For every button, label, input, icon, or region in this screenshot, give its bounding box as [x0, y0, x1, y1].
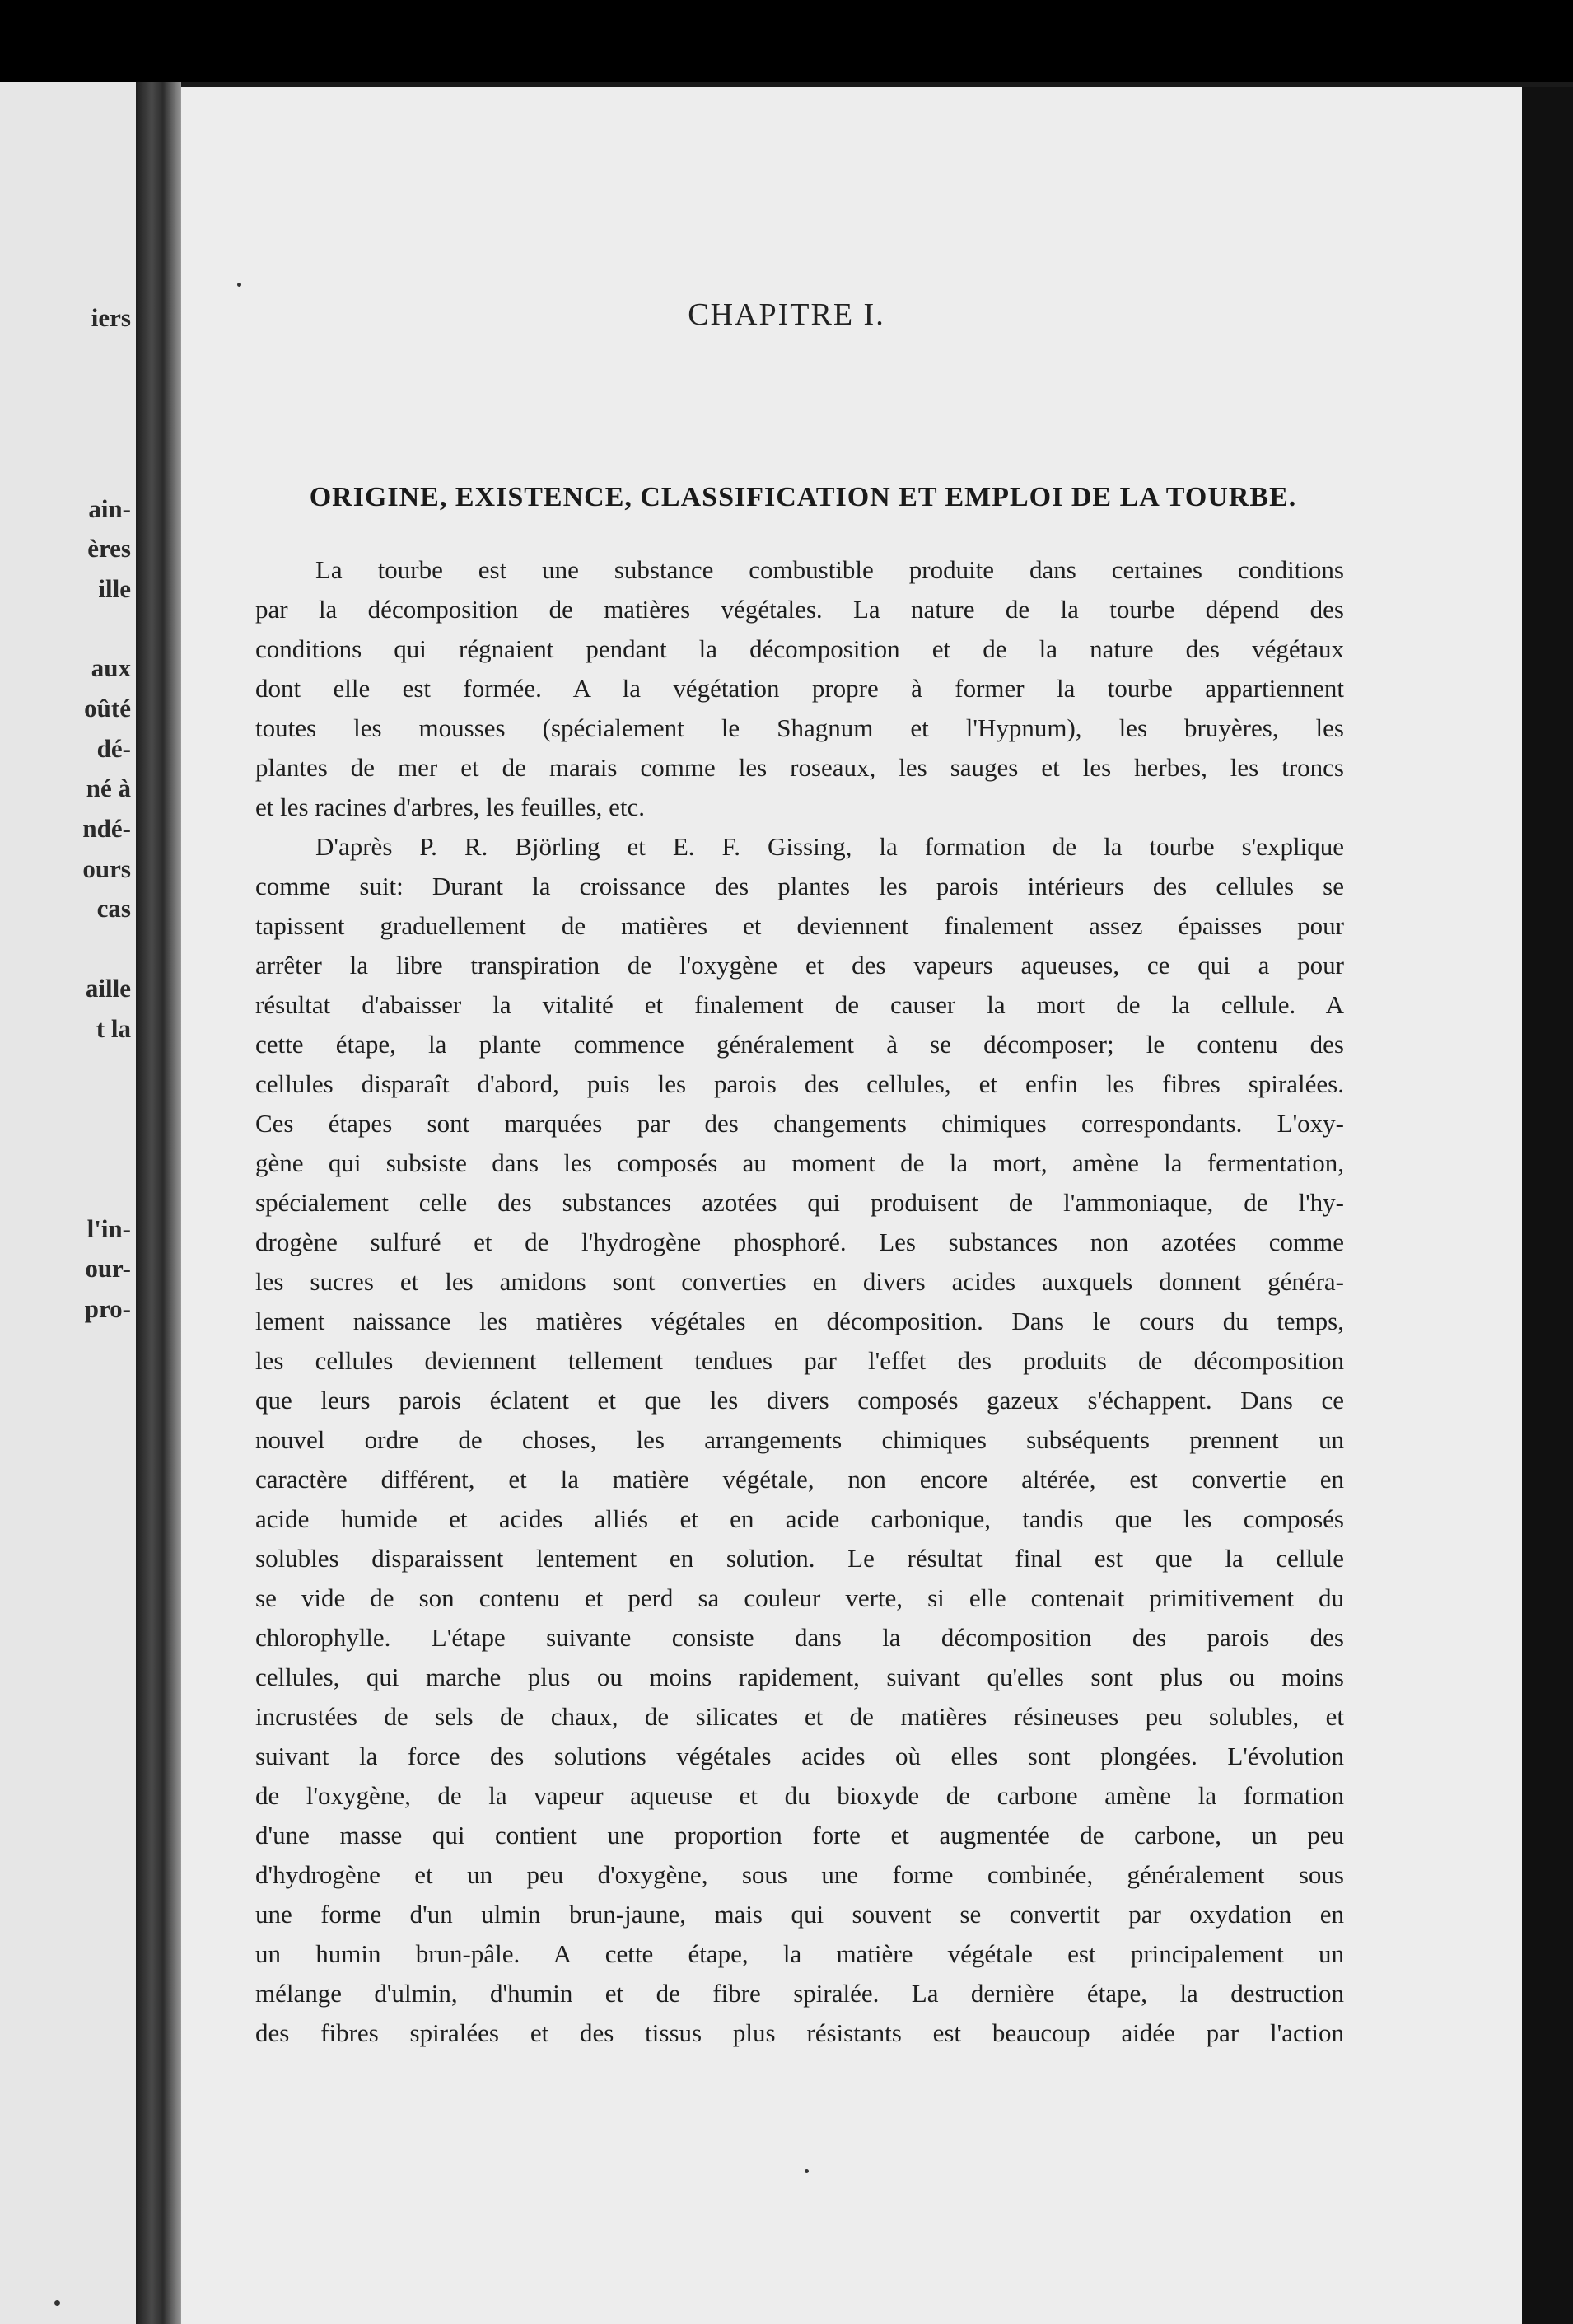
book-binding-shadow — [136, 82, 181, 2324]
left-page-word: ain- — [88, 494, 131, 523]
text-line: tapissent graduellement de matières et deviennent finalement assez épaisses pour — [255, 911, 1344, 940]
chapter-title: CHAPITRE I. — [688, 297, 885, 332]
text-line: solubles disparaissent lentement en solution. Le résultat final est que la cellule — [255, 1544, 1344, 1573]
text-line: nouvel ordre de choses, les arrangements chimiques subséquents prennent un — [255, 1425, 1344, 1454]
left-page-word: oûté — [84, 694, 131, 722]
left-page-word: ours — [82, 854, 131, 883]
text-line: d'hydrogène et un peu d'oxygène, sous une forme combinée, généralement sous — [255, 1860, 1344, 1889]
text-line: que leurs parois éclatent et que les divers composés gazeux s'échappent. Dans ce — [255, 1386, 1344, 1415]
left-page-word: pro- — [84, 1294, 131, 1323]
text-line: caractère différent, et la matière végétale, non encore altérée, est convertie en — [255, 1465, 1344, 1494]
text-line: D'après P. R. Björling et E. F. Gissing, la formation de la tourbe s'explique — [315, 832, 1344, 861]
left-page-word: l'in- — [86, 1214, 131, 1243]
scan-speck — [237, 283, 241, 287]
text-line: dont elle est formée. A la végétation propre à former la tourbe appartiennent — [255, 674, 1344, 703]
text-line: gène qui subsiste dans les composés au moment de la mort, amène la fermentation, — [255, 1148, 1344, 1177]
text-line: une forme d'un ulmin brun-jaune, mais qui souvent se convertit par oxydation en — [255, 1900, 1344, 1929]
text-line: cellules disparaît d'abord, puis les parois des cellules, et enfin les fibres spiralées. — [255, 1069, 1344, 1098]
text-line: plantes de mer et de marais comme les roseaux, les sauges et les herbes, les troncs — [255, 753, 1344, 782]
left-page-word: iers — [91, 303, 131, 332]
text-line: un humin brun-pâle. A cette étape, la matière végétale est principalement un — [255, 1939, 1344, 1968]
text-line: Ces étapes sont marquées par des changements chimiques correspondants. L'oxy- — [255, 1109, 1344, 1138]
left-page-word: ille — [98, 574, 131, 603]
text-line: incrustées de sels de chaux, de silicates et de matières résineuses peu solubles, et — [255, 1702, 1344, 1731]
scan-speck — [805, 2169, 809, 2173]
left-page-word: né à — [86, 774, 131, 802]
text-line: cellules, qui marche plus ou moins rapidement, suivant qu'elles sont plus ou moins — [255, 1662, 1344, 1691]
text-line: La tourbe est une substance combustible produite dans certaines conditions — [315, 555, 1344, 584]
text-line: les sucres et les amidons sont converties en divers acides auxquels donnent généra- — [255, 1267, 1344, 1296]
text-line: se vide de son contenu et perd sa couleur verte, si elle contenait primitivement du — [255, 1583, 1344, 1612]
text-line: des fibres spiralées et des tissus plus résistants est beaucoup aidée par l'action — [255, 2018, 1344, 2047]
text-line: et les racines d'arbres, les feuilles, etc. — [255, 793, 645, 821]
text-line: comme suit: Durant la croissance des plantes les parois intérieurs des cellules se — [255, 872, 1344, 900]
left-page-fragment — [0, 82, 136, 2324]
section-heading: ORIGINE, EXISTENCE, CLASSIFICATION ET EMPLOI DE LA TOURBE. — [309, 482, 1297, 512]
left-page-word: cas — [96, 894, 131, 923]
left-page-word: ndé- — [82, 814, 131, 843]
text-line: drogène sulfuré et de l'hydrogène phosphoré. Les substances non azotées comme — [255, 1227, 1344, 1256]
left-page-word: dé- — [96, 734, 131, 763]
left-page-word: our- — [85, 1254, 131, 1283]
page-edge-shadow — [1522, 87, 1573, 2324]
left-page-word: aille — [85, 974, 131, 1003]
text-line: par la décomposition de matières végétales. La nature de la tourbe dépend des — [255, 595, 1344, 624]
left-page-word: ères — [87, 534, 131, 563]
text-line: spécialement celle des substances azotées qui produisent de l'ammoniaque, de l'hy- — [255, 1188, 1344, 1217]
text-line: résultat d'abaisser la vitalité et finalement de causer la mort de la cellule. A — [255, 990, 1344, 1019]
scan-speck — [54, 2300, 60, 2306]
text-line: acide humide et acides alliés et en acide carbonique, tandis que les composés — [255, 1504, 1344, 1533]
text-line: toutes les mousses (spécialement le Shagnum et l'Hypnum), les bruyères, les — [255, 713, 1344, 742]
text-line: d'une masse qui contient une proportion forte et augmentée de carbone, un peu — [255, 1821, 1344, 1849]
left-page-word: t la — [96, 1014, 131, 1043]
text-line: cette étape, la plante commence généralement à se décomposer; le contenu des — [255, 1030, 1344, 1059]
text-line: lement naissance les matières végétales en décomposition. Dans le cours du temps, — [255, 1307, 1344, 1335]
text-line: chlorophylle. L'étape suivante consiste dans la décomposition des parois des — [255, 1623, 1344, 1652]
text-line: conditions qui régnaient pendant la décomposition et de la nature des végétaux — [255, 634, 1344, 663]
left-page-word: aux — [91, 653, 131, 682]
text-line: arrêter la libre transpiration de l'oxygène et des vapeurs aqueuses, ce qui a pour — [255, 951, 1344, 980]
text-line: suivant la force des solutions végétales acides où elles sont plongées. L'évolution — [255, 1742, 1344, 1770]
text-line: de l'oxygène, de la vapeur aqueuse et du bioxyde de carbone amène la formation — [255, 1781, 1344, 1810]
text-line: les cellules deviennent tellement tendues par l'effet des produits de décomposition — [255, 1346, 1344, 1375]
text-line: mélange d'ulmin, d'humin et de fibre spiralée. La dernière étape, la destruction — [255, 1979, 1344, 2008]
